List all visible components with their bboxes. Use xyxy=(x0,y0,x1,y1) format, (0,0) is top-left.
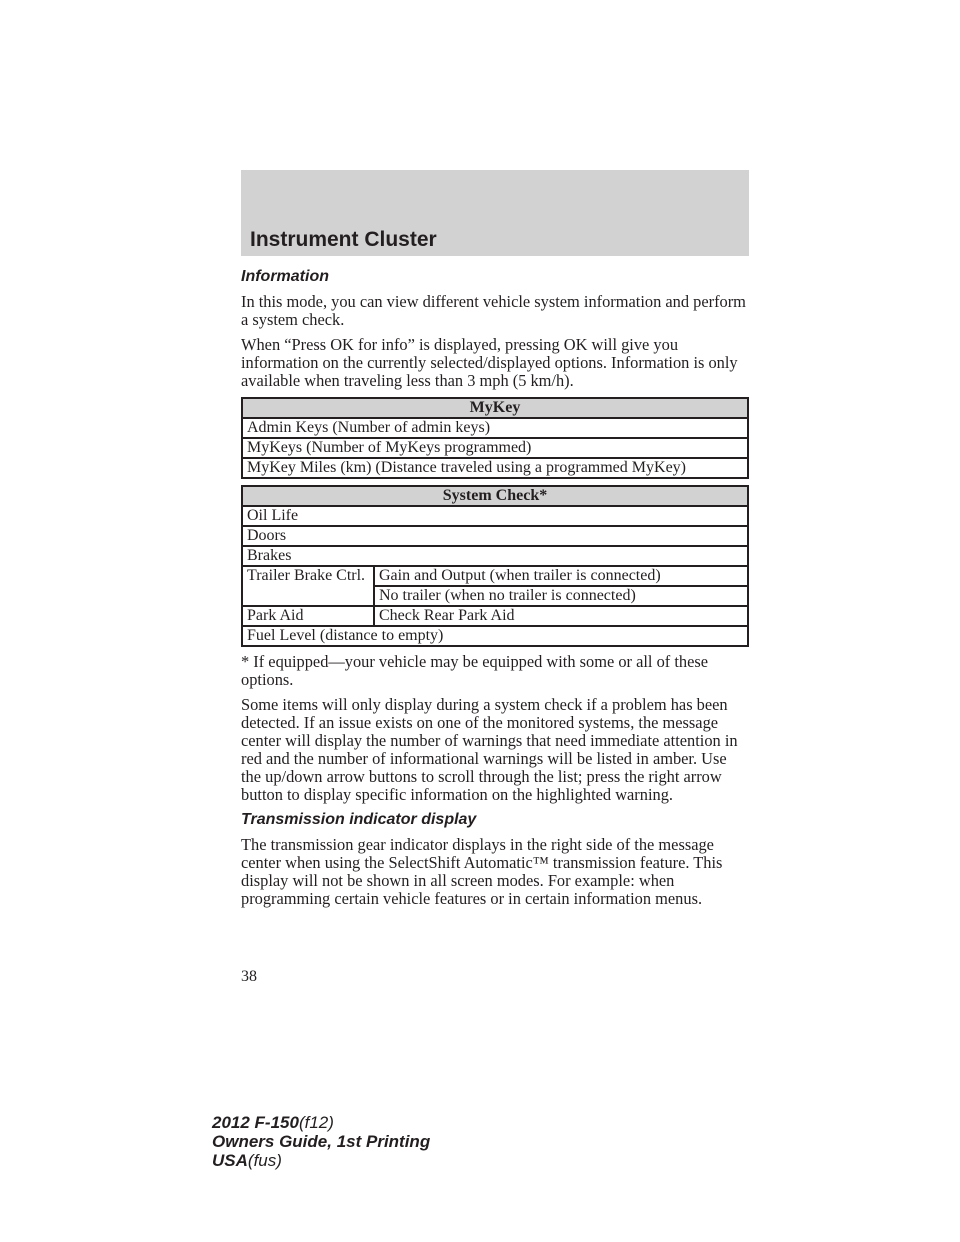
mykey-table-header: MyKey xyxy=(242,398,748,418)
footnote: * If equipped—your vehicle may be equipped with some or all of these options. xyxy=(241,652,708,689)
print-footer xyxy=(212,1113,430,1170)
park-aid-label: Park Aid xyxy=(242,606,374,626)
chapter-header-band xyxy=(241,170,749,256)
table-row: MyKey Miles (km) (Distance traveled using a programmed MyKey) xyxy=(242,458,748,478)
table-row-doors: Doors xyxy=(242,526,748,546)
trailer-brake-option-1: Gain and Output (when trailer is connected) xyxy=(374,566,748,586)
information-paragraph-1: In this mode, you can view different vehicle system information and perform a system check. xyxy=(241,292,746,329)
page-content xyxy=(241,268,749,915)
table-row: MyKeys (Number of MyKeys programmed) xyxy=(242,438,748,458)
table-row: Admin Keys (Number of admin keys) xyxy=(242,418,748,438)
trailer-brake-option-2: No trailer (when no trailer is connected) xyxy=(374,586,748,606)
page-number: 38 xyxy=(241,968,257,985)
footer-model: 2012 F-150 xyxy=(212,1113,299,1132)
transmission-paragraph: The transmission gear indicator displays in the right side of the message center when using the SelectShift Automatic™ transmission feature. This display will not be shown in all screen modes. For example: when programming certain vehicle features or in certain information menus. xyxy=(241,835,723,908)
information-paragraph-2: When “Press OK for info” is displayed, pressing OK will give you information on the currently selected/displayed options. Information is only available when traveling less than 3 mph (5 km/h). xyxy=(241,335,738,390)
system-check-table-header: System Check* xyxy=(242,486,748,506)
warnings-paragraph: Some items will only display during a system check if a problem has been detected. If an issue exists on one of the monitored systems, the message center will display the number of warnings that need immediate attention in red and the number of informational warnings will be listed in amber. Use the up/down arrow buttons to scroll through the list; press the right arrow button to display specific information on the highlighted warning. xyxy=(241,695,738,804)
information-heading: Information xyxy=(241,268,329,285)
chapter-title: Instrument Cluster xyxy=(250,228,437,251)
footer-model-code: (f12) xyxy=(298,1113,334,1132)
table-row-fuel-level: Fuel Level (distance to empty) xyxy=(242,626,748,646)
mykey-table xyxy=(241,397,749,479)
footer-market: USA xyxy=(212,1151,248,1170)
footer-edition: Owners Guide, 1st Printing xyxy=(212,1132,431,1151)
footer-market-code: (fus) xyxy=(247,1151,282,1170)
table-row-oil-life: Oil Life xyxy=(242,506,748,526)
table-row-brakes: Brakes xyxy=(242,546,748,566)
system-check-table xyxy=(241,485,749,647)
transmission-heading: Transmission indicator display xyxy=(241,811,477,828)
trailer-brake-label: Trailer Brake Ctrl. xyxy=(242,566,374,606)
park-aid-value: Check Rear Park Aid xyxy=(374,606,748,626)
